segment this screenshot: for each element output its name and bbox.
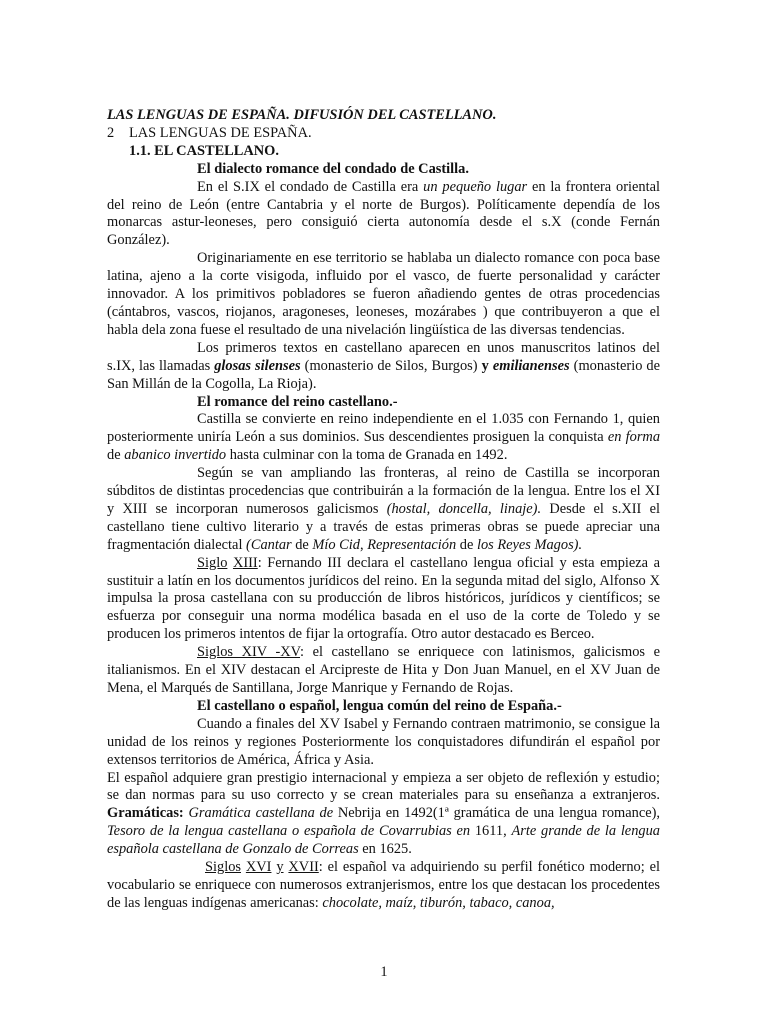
text-run-underline: Siglo [197,554,228,571]
text-run: Los primeros textos en castellano aparecen en unos manuscritos latinos del s.IX, las llamadas [107,339,660,374]
text-run-italic: Tesoro de la lengua castellana o española de Covarrubias en [107,823,471,840]
paragraph-condado [107,179,660,251]
text-run-underline: Siglos [205,859,241,876]
text-run: de [291,536,313,553]
text-run: en 1625. [358,841,412,858]
text-run-italic: (hostal, doncella, linaje). [386,500,542,517]
section-title: LAS LENGUAS DE ESPAÑA. [129,124,312,141]
paragraph-origen: Originariamente en ese territorio se hablaba un dialecto romance con poca base latina, ajeno a la corte visigoda, influido por el vasco, de fuerte personalidad y carácter innovador. A los primitivos pobladores se fueron añadiendo gentes de otras procedencias (cántabros, vascos, riojanos, aragoneses, leoneses, mozárabes ) que contribuyeron a que el habla dela zona fuese el resultado de una nivelación lingüística de las diversas tendencias. [107,250,660,338]
heading-dialecto: El dialecto romance del condado de Castilla. [197,160,469,177]
paragraph-castilla-reino [107,411,660,465]
text-run-italic: Mío Cid [312,536,360,553]
page-number: 1 [380,964,388,980]
text-run-italic: un pequeño lugar [423,178,528,195]
text-run: Según se van ampliando las fronteras, al reino de Castilla se incorporan súbditos de distintas procedencias que contribuirán a la formación de la lengua. Entre los el XI y XIII se incorporan numerosos galicismos [107,465,660,517]
text-run-underline: XIII [232,554,258,571]
section-heading [107,125,660,143]
text-run: : Fernando III declara el castellano lengua oficial y esta empieza a sustituir a latín en los documentos jurídicos del reino. En la segunda mitad del siglo, Alfonso X impulsa la prosa castellana con su producción de libros históricos, jurídicos y científicos; se esfuerza por conseguir una norma modélica basada en el uso de la corte de Toledo y se producen los primeros intentos de fijar la ortografía. Otro autor destacado es Berceo. [107,554,660,643]
paragraph-unidad: Cuando a finales del XV Isabel y Fernando contraen matrimonio, se consigue la unidad de los reinos y regiones Posteriormente los conquistadores difundirán el español por extensos territorios de América, África y Asia. [107,715,660,768]
paragraph-glosas [107,340,660,394]
text-run: (monasterio de Silos, Burgos) [300,357,482,374]
text-run: , [359,536,368,553]
text-run-italic: Gramática castellana de [188,805,334,822]
text-run: En el S.IX el condado de Castilla era [197,178,424,195]
text-run: Nebrija en 1492(1ª gramática de una lengua romance), [333,805,660,822]
text-run: de [107,447,125,464]
section-number: 2 [107,124,115,141]
text-run-bold: Gramáticas: [107,805,184,822]
text-run: (monasterio de San Millán de la Cogolla, La Rioja). [107,357,661,392]
text-run-italic: Representación [367,536,457,553]
text-run-italic: abanico invertido [124,447,227,464]
text-run-italic: (Cantar [246,536,292,553]
text-run: hasta culminar con la toma de Granada en 1492. [226,447,508,464]
paragraph-fronteras [107,465,660,555]
text-run-bold: y [481,357,489,374]
text-run-italic: Arte grande de la lengua española castellana de Gonzalo de Correas [107,823,660,858]
text-run-underline: Siglos XIV -XV [197,644,300,661]
text-run-underline: XVII [288,859,319,876]
text-run-italic: chocolate, maíz, tiburón, tabaco, canoa, [322,894,555,911]
text-run: : el español va adquiriendo su perfil fonético moderno; el vocabulario se enriquece con numerosos extranjerismos, entre los que destacan los procedentes de las lenguas indígenas americanas: [107,859,660,911]
paragraph-siglo-xiii [107,555,660,645]
subsection-heading: 1.1. EL CASTELLANO. [129,142,279,159]
text-run: Desde el s.XII el castellano tiene cultivo literario y a través de estas primeras obras se puede apreciar una fragmentación dialectal [107,500,660,553]
text-run-italic: en forma [607,429,661,446]
text-run-italic: los Reyes Magos). [476,536,583,553]
text-run-bold-italic: glosas silenses [214,357,301,374]
heading-reino: El romance del reino castellano.- [197,393,398,410]
paragraph-siglos-xiv-xv [107,644,660,698]
paragraph-prestigio [107,770,660,860]
text-run: : el castellano se enriquece con latinismos, galicismos e italianismos. En el XIV destacan el Arcipreste de Hita y Don Juan Manuel, en el XV Juan de Mena, el Marqués de Santillana, Jorge Manrique y Fernando de Rojas. [107,644,661,696]
text-run: de [456,536,477,553]
text-run-underline: y [276,859,284,876]
heading-lengua-comun: El castellano o español, lengua común del reino de España.- [197,697,562,714]
text-run: El español adquiere gran prestigio internacional y empieza a ser objeto de reflexión y estudio; se dan normas para su uso correcto y se crean materiales para su enseñanza a extranjeros. [107,769,660,804]
text-run-underline: XVI [245,859,272,876]
paragraph-siglos-xvi-xvii [107,859,660,913]
document-page [107,107,660,913]
document-title: LAS LENGUAS DE ESPAÑA. DIFUSIÓN DEL CASTELLANO. [107,107,497,123]
text-run-bold-italic: emilianenses [492,357,570,374]
text-run: en la frontera oriental del reino de León (entre Cantabria y el norte de Burgos). Políticamente dependía de los monarcas astur-leoneses, pero consiguió cierta autonomía desde el s.X (conde Fernán González). [107,178,660,249]
text-run: Castilla se convierte en reino independiente en el 1.035 con Fernando 1, quien posteriormente uniría León a sus dominios. Sus descendientes prosiguen la conquista [107,411,660,446]
text-run: 1611, [470,823,512,840]
